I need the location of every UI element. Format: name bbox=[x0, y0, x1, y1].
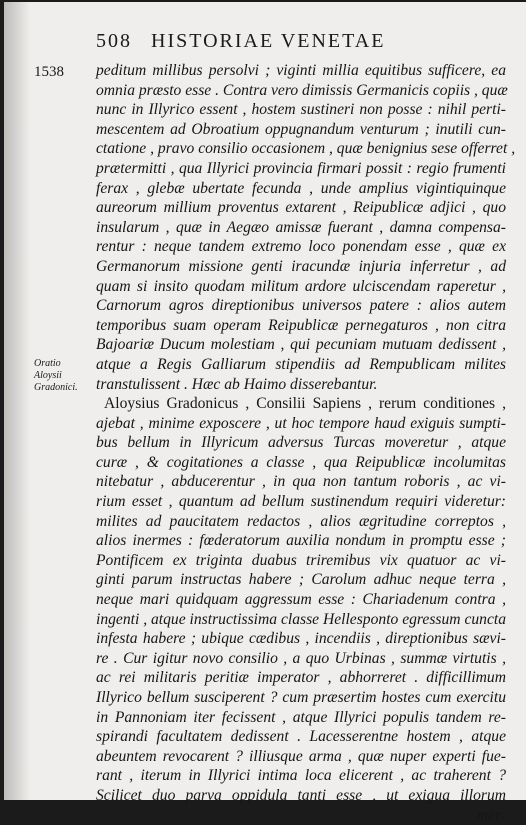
book-page bbox=[4, 2, 526, 824]
running-header bbox=[96, 30, 496, 53]
margin-note bbox=[34, 358, 90, 394]
text-line: peditum millibus persolvi ; viginti millia equitibus sufficere, ea bbox=[96, 62, 506, 79]
text-line: milites ad paucitatem redactos , alios ægritudine correptos , bbox=[96, 512, 506, 530]
gutter-shadow bbox=[4, 2, 30, 800]
text-line: neque mari quidquam aggressum esse : Chariadenum contra , bbox=[96, 591, 506, 609]
text-line: aureorum millium proventus extarent , Reipublicæ adjici , quo bbox=[96, 199, 506, 217]
text-line: abeuntem revocarent ? illiusque arma , quæ nuper experti fue- bbox=[96, 747, 506, 765]
text-line: quam si insito quodam militum ardore ulciscendam raperetur , bbox=[96, 277, 506, 295]
page-number: 508 bbox=[96, 30, 132, 52]
text-line: ajebat , minime exposcere , ut hoc tempore haud exiguis sumpti- bbox=[96, 414, 506, 432]
text-line: Pontificem ex triginta duabus triremibus vix quatuor ac vi- bbox=[96, 551, 506, 569]
body-text bbox=[96, 61, 516, 825]
margin-note-line: Aloysii bbox=[34, 370, 62, 381]
text-line: Germanorum missione genti iracundæ injuria inferretur , ad bbox=[96, 257, 506, 275]
text-line: curæ , & cogitationes a classe , qua Reipublicæ incolumitas bbox=[96, 453, 506, 471]
text-line: atque a Regis Galliarum stipendiis ad Rempublicam milites bbox=[96, 355, 506, 373]
text-line: spirandi facultatem dedissent . Lacesserentne hostem , atque bbox=[96, 728, 506, 746]
text-line: prætermitti , qua Illyrici provincia firmari possit : regio frumenti bbox=[96, 159, 506, 177]
text-line: ac rei militaris peritiæ imperator , abhorreret . difficillimum bbox=[96, 669, 506, 687]
text-line: omnia præsto esse . Contra vero dimissis Germanicis copiis , quæ bbox=[96, 81, 508, 99]
text-line: Carnorum agros direptionibus universos patere : alios autem bbox=[96, 297, 506, 315]
text-line: mescentem ad Obroatium oppugnandum venturum ; inutili cun- bbox=[96, 120, 506, 138]
text-line: ginti parum instructas habere ; Carolum adhuc neque terra , bbox=[96, 571, 506, 589]
text-line: Bajoariæ Ducum molestiam , qui pecuniam mutuam dedissent , bbox=[96, 336, 506, 354]
text-line: rant , iterum in Illyrici intima loca elicerent , ac traherent ? bbox=[96, 767, 506, 785]
text-line: in Pannoniam iter fecissent , atque Illyrici populis tandem re- bbox=[96, 708, 506, 726]
catchword: mer- bbox=[476, 806, 506, 824]
text-line: temporibus suam operam Reipublicæ pernegaturos , non citra bbox=[96, 316, 506, 334]
text-line: rentur : neque tandem extremo loco ponendam esse , quæ ex bbox=[96, 238, 506, 256]
text-line: ctatione , pravo consilio occasionem , quæ benignius sese offerret , bbox=[96, 140, 516, 158]
text-line: nunc in Illyrico essent , hostem sustineri non posse : nihil perti- bbox=[96, 101, 506, 119]
text-line: transtulissent . Hæc ab Haimo disserebantur. bbox=[96, 375, 378, 393]
margin-note-line: Oratio bbox=[34, 358, 61, 369]
text-line: re . Cur igitur novo consilio , a quo Urbinas , summæ virtutis , bbox=[96, 649, 506, 667]
margin-year: 1538 bbox=[34, 64, 64, 80]
text-line: Scilicet duo parva oppidula tanti esse , ut exigua illorum bbox=[96, 786, 506, 804]
text-line: infesta habere ; ubique cædibus , incendiis , direptionibus sævi- bbox=[96, 630, 506, 648]
margin-note-line: Gradonici. bbox=[34, 382, 78, 393]
text-line: insularum , quæ in Aegæo amissæ fuerant , damna compensa- bbox=[96, 218, 506, 236]
running-title: HISTORIAE VENETAE bbox=[151, 30, 386, 52]
paragraph-2 bbox=[96, 394, 506, 825]
text-line: Aloysius Gradonicus , Consilii Sapiens , rerum conditiones , bbox=[104, 395, 506, 413]
text-line: ferax , glebæ ubertate fecunda , unde amplius vigintiquinque bbox=[96, 179, 506, 197]
paragraph-1 bbox=[96, 61, 516, 394]
text-line: ingenti , atque instructissima classe Hellesponto egressum cuncta bbox=[96, 610, 507, 628]
text-line: nitebatur , abducerentur , in qua non tantum roboris , ac vi- bbox=[96, 473, 506, 491]
text-line: alios inermes : fœderatorum auxilia nondum in promptu esse ; bbox=[96, 532, 506, 550]
text-line: bus bellum in Illyricum adversus Turcas moveretur , atque bbox=[96, 434, 506, 452]
text-line: Illyrico bellum susciperent ? cum præsertim hostes cum exercitu bbox=[96, 689, 506, 706]
text-line: rium esset , quantum ad bellum sustinendum requiri videretur: bbox=[96, 493, 506, 511]
